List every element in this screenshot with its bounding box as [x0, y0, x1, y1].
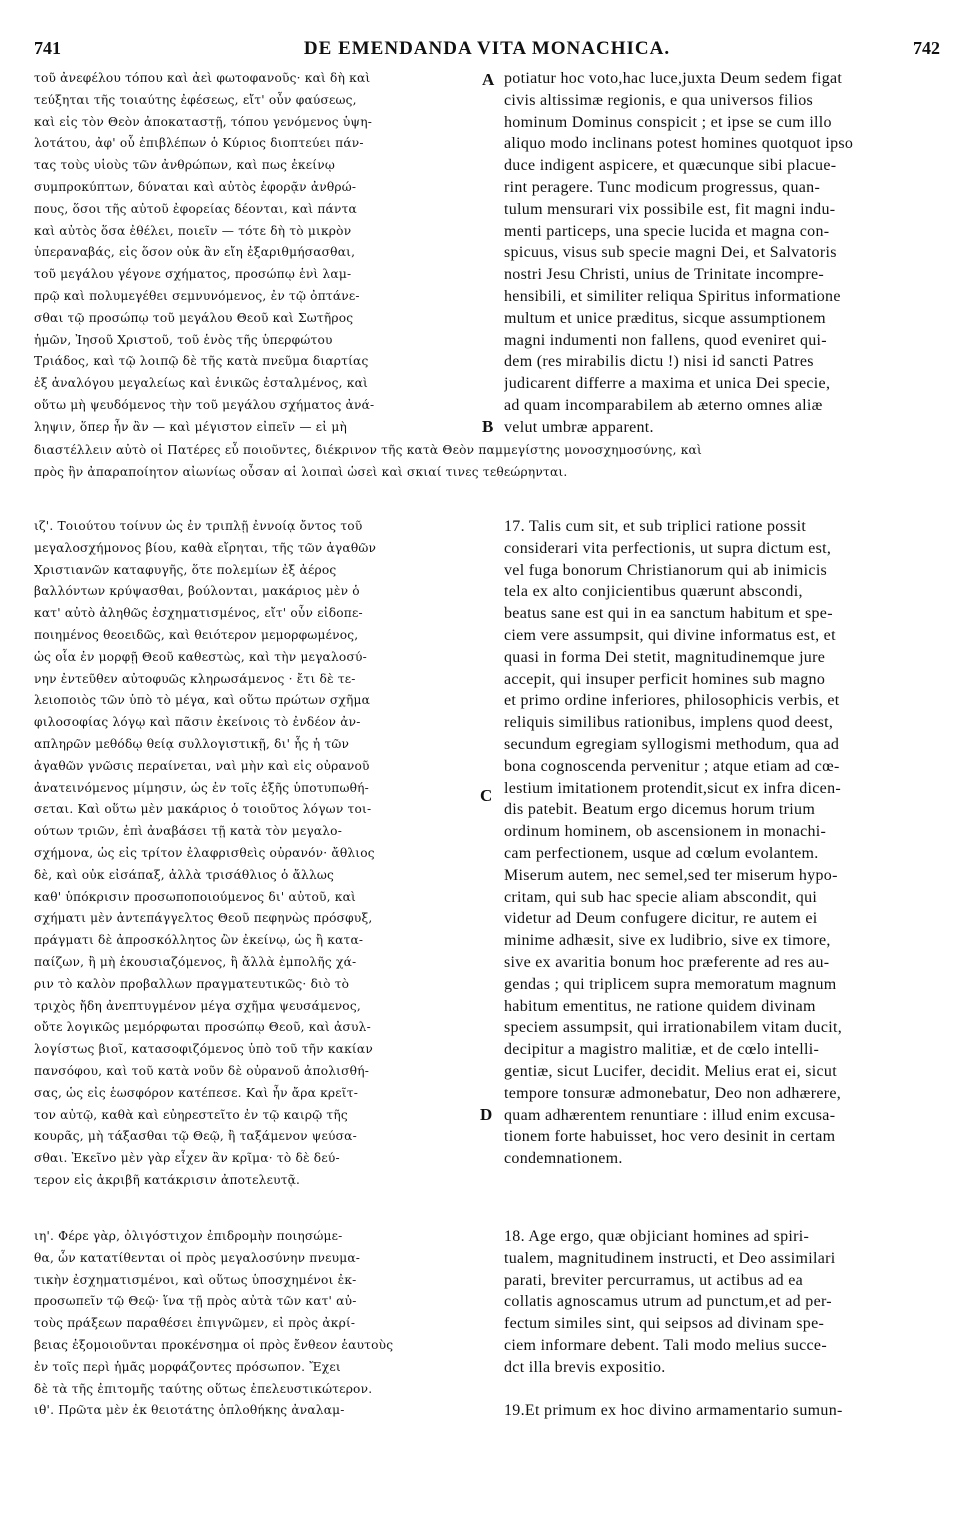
text-line: 19.Et primum ex hoc divino armamentario sumun-: [504, 1402, 843, 1420]
text-line: quasi in forma Dei stetit, magnitudinemque jure: [504, 648, 826, 666]
text-line: 18. Age ergo, quæ objiciant homines ad spiri-: [504, 1228, 810, 1245]
text-line: ciem informare debent. Tali modo melius succe-: [504, 1336, 827, 1354]
text-line: σεται. Καὶ οὕτω μὲν μακάριος ὁ τοιοῦτος λόγων τοι-: [34, 802, 372, 817]
text-line: ποιημένος θεοειδῶς, καὶ θειότερον μεμορφωμένος,: [34, 627, 359, 642]
text-line: σχήμονα, ὡς εἰς τρίτον ἐλαφρισθεὶς οὐρανόν· ἄθλιος: [34, 845, 375, 860]
text-line: προσωπεῖν τῷ Θεῷ· ἵνα τῇ πρὸς αὐτὰ τῶν κατ' αὐ-: [34, 1294, 357, 1309]
text-line: tempore tonsuræ admonebatur, Deo non adhærere,: [504, 1084, 842, 1102]
text-line: decipitur a magistro malitiæ, et de cœlo intelli-: [504, 1041, 820, 1059]
text-line: dis patebit. Beatum ergo dicemus horum trium: [504, 801, 816, 819]
text-line: ἀγαθῶν γνῶσις περαίνεται, ναὶ μὴν καὶ εἰς οὐρανοῦ: [34, 758, 370, 773]
text-line: sive ex avaritia bonum hoc præferente ad res au-: [504, 953, 830, 971]
greek-column-1: [34, 68, 486, 439]
text-line: speciem assumpsit, qui irrationabilem vitam ducit,: [504, 1019, 843, 1037]
text-line: hominum Dominus conspicit ; et ipse se cum illo: [504, 113, 832, 131]
text-line: hensibili, et similiter reliqua Spiritus informatione: [504, 287, 841, 305]
text-line: κατ' αὐτὸ ἀληθῶς ἐσχηματισμένος, εἴτ' οὖν εἰδοπε-: [34, 606, 363, 621]
text-line: nostri Jesu Christi, unius de Trinitate incompre-: [504, 266, 825, 284]
text-line: τας τοὺς υἱοὺς τῶν ἀνθρώπων, καὶ πως ἐκείνῳ: [34, 158, 335, 173]
text-line: ιη'. Φέρε γὰρ, ὀλιγόστιχον ἐπιδρομὴν ποιησώμε-: [34, 1229, 343, 1243]
text-line: σθαι τῷ προσώπῳ τοῦ μεγάλου Θεοῦ καὶ Σωτῆρος: [34, 310, 354, 325]
text-line: τοῦ ἀνεφέλου τόπου καὶ ἀεὶ φωτοφανοῦς· καὶ δὴ καὶ: [34, 71, 371, 85]
text-line: vel fuga bonorum Christianorum qui ab inimicis: [504, 561, 828, 579]
text-line: νην ἐντεῦθεν αὐτοφυῶς κληρωσάμενος · ἔτι δὲ τε-: [34, 671, 356, 686]
page-number-right: 742: [913, 38, 940, 58]
text-line: ὡς οἷα ἐν μορφῇ Θεοῦ καθεστὼς, καὶ τὴν μεγαλοσύ-: [34, 649, 367, 664]
text-line: Χριστιανῶν καταφυγῆς, ὅτε πολεμίων ἐξ ἀέρος: [34, 562, 337, 577]
text-line: φιλοσοφίας λόγῳ καὶ πᾶσιν ἐκείνοις τὸ ἐνδέον ἀν-: [34, 715, 361, 730]
text-line: gentiæ, sicut Lucifer, decidit. Melius erat ei, sicut: [504, 1062, 837, 1080]
text-line: πράγματι δὲ ἀπροσκόλλητος ὢν ἐκείνῳ, ὡς ἢ κατα-: [34, 933, 364, 948]
text-line: menti particeps, una specie lucida et magna con-: [504, 222, 830, 240]
text-line: Miserum autem, nec semel,sed ter miserum hypo-: [504, 866, 838, 884]
text-line: ἡμῶν, Ἰησοῦ Χριστοῦ, τοῦ ἑνὸς τῆς ὑπερφώτου: [34, 332, 333, 347]
text-line: βαλλόντων κρύψασθαι, βούλονται, μακάριος μὲν ὁ: [34, 584, 360, 599]
text-line: οὕτω μὴ ψευδόμενος τὴν τοῦ μεγάλου σχήματος ἀνά-: [34, 397, 375, 412]
text-line: καὶ εἰς τὸν Θεὸν ἀποκαταστῇ, τόπου γενόμενος ὑψη-: [34, 114, 373, 129]
text-line: ἐν τοῖς περὶ ἡμᾶς μορφάζοντες πρόσωπον. Ἔχει: [34, 1359, 341, 1374]
text-line: σχήματι μὲν ἀντεπάγγελτος Θεοῦ πεφηνὼς πρόσφυξ,: [34, 911, 373, 926]
text-line: ιθ'. Πρῶτα μὲν ἐκ θειοτάτης ὁπλοθήκης ἀναλαμ-: [34, 1403, 345, 1418]
text-line: ciem vere assumpsit, qui divine informatus est, et: [504, 626, 836, 644]
page-number-left: 741: [34, 38, 61, 58]
text-line: [504, 1379, 942, 1401]
text-line: ἀνατεινόμενος μίμησιν, ὡς ἐν τοῖς ἑξῆς ὑποτυπωθή-: [34, 780, 369, 795]
text-line: collatis agnoscamus utrum ad punctum,et ad per-: [504, 1293, 832, 1311]
text-line: accepit, qui insuper perficit homines sub magno: [504, 670, 826, 688]
text-line: θα, ὧν κατατίθενται οἱ πρὸς μεγαλοσύνην πνευμα-: [34, 1250, 361, 1265]
text-line: τερον εἰς ἀκριβῆ κατάκρισιν ἀποτελευτᾷ.: [34, 1172, 301, 1187]
text-line: quam adhærentem renuntiare : illud enim excusa-: [504, 1106, 836, 1124]
text-line: λοτάτου, ἀφ' οὗ ἐπιβλέπων ὁ Κύριος διοπτεύει πάν-: [34, 136, 364, 151]
text-line: διαστέλλειν αὐτὸ οἱ Πατέρες εὖ ποιοῦντες, διέκρινον τῆς κατὰ Θεὸν παμμεγίστης μονοσχημοσύνης, καὶ: [34, 443, 702, 457]
text-line: πανσόφου, καὶ τοῦ κατὰ νοῦν δὲ οὐρανοῦ ἀπολισθή-: [34, 1063, 370, 1078]
text-line: videtur ad Deum confugere dicitur, re autem ei: [504, 910, 818, 928]
text-line: ιζ'. Τοιούτου τοίνυν ὡς ἐν τριπλῇ ἐννοίᾳ ὄντος τοῦ: [34, 519, 363, 533]
text-line: οὔτε λογικῶς μεμόρφωται προσώπῳ Θεοῦ, καὶ ἀσυλ-: [34, 1020, 371, 1035]
text-line: reliquis similibus rationibus, implens quod deest,: [504, 714, 834, 732]
text-line: απληρῶν μεθόδῳ θείᾳ συλλογιστικῇ, δι' ἧς ἡ τῶν: [34, 736, 350, 751]
latin-column-3: [504, 1226, 942, 1422]
text-line: gendas ; qui triplicem supra memoratum magnum: [504, 975, 837, 993]
text-line: rint peragere. Tunc modicum progressus, quan-: [504, 178, 821, 196]
text-line: τοὺς πράξεων παραθέσει ἐπιγνῶμεν, εἰ πρὸς ἀκρί-: [34, 1316, 356, 1331]
text-line: συμπροκύπτων, δύναται καὶ αὐτὸς ἐφορᾷν ἀνθρώ-: [34, 179, 357, 194]
text-line: minime adhæsit, sive ex ludibrio, sive ex timore,: [504, 932, 831, 950]
text-line: civis altissimæ regionis, e qua universos filios: [504, 91, 814, 109]
text-line: τεύξηται τῆς τοιαύτης ἐφέσεως, εἴτ' οὖν φαύσεως,: [34, 92, 357, 107]
text-line: magni indumenti non fallens, quod eveniret qui-: [504, 331, 827, 349]
margin-letter-a: A: [482, 70, 495, 89]
text-line: dct illa brevis expositio.: [504, 1358, 666, 1376]
text-line: τοῦ μεγάλου γέγονε σχήματος, προσώπῳ ἑνὶ λαμ-: [34, 267, 352, 282]
text-line: dem (res mirabilis dictu !) nisi id sancti Patres: [504, 353, 814, 371]
latin-column-1: [504, 68, 942, 439]
text-line: σας, ὡς εἰς ἑωσφόρον κατέπεσε. Καὶ ἦν ἄρα κρεῖτ-: [34, 1085, 359, 1100]
text-line: tela ex alto conjicientibus quærunt abscondi,: [504, 583, 803, 601]
text-line: ad quam incomparabilem ab æterno omnes aliæ: [504, 396, 823, 414]
text-line: aliquo modo inclinans potest homines quotquot ipso: [504, 135, 854, 153]
text-line: cam perfectionem, usque ad cœlum evolantem.: [504, 844, 819, 862]
text-line: et primo ordine inferiores, philosophicis verbis, et: [504, 692, 840, 710]
running-title: DE EMENDANDA VITA MONACHICA.: [303, 38, 671, 59]
text-line: tulum mensurari vix possibile est, fit magni indu-: [504, 200, 836, 218]
text-line: καθ' ὑπόκρισιν προσωποποιούμενος δι' αὐτοῦ, καὶ: [34, 889, 357, 904]
text-line: secundum egregiam syllogismi methodum, qua ad: [504, 735, 840, 753]
text-line: δὲ, καὶ οὐκ εἰσάπαξ, ἀλλὰ τρισάθλιος ὁ ἄλλως: [34, 867, 335, 882]
margin-letter-c: C: [480, 786, 493, 805]
text-line: ἐξ ἀναλόγου μεγαλείως καὶ ἑνικῶς ἐσταλμένος, καὶ: [34, 376, 368, 391]
text-line: tualem, magnitudinem instructi, et Deo assimilari: [504, 1249, 836, 1267]
text-line: παίζων, ἢ μὴ ἑκουσιαζόμενος, ἢ ἄλλὰ ἐμπολῆς χά-: [34, 954, 357, 969]
text-line: τριχὸς ἤδη ἀνεπτυγμένον μέγα σχῆμα ψευσάμενος,: [34, 998, 361, 1013]
text-line: bona cognoscenda pervenitur ; atque etiam ad cœ-: [504, 757, 840, 775]
margin-letter-b: B: [482, 417, 494, 436]
text-line: velut umbræ apparent.: [504, 418, 654, 436]
text-line: parati, breviter percurramus, ut actibus ad ea: [504, 1271, 804, 1289]
text-line: 17. Talis cum sit, et sub triplici ratione possit: [504, 518, 807, 535]
text-line: lestium imitationem protendit,sicut ex infra dicen-: [504, 779, 841, 797]
text-line: condemnationem.: [504, 1150, 623, 1168]
latin-column-2: [504, 516, 942, 1170]
text-line: τικὴν ἐσχηματισμένοι, καὶ οὕτως ὑποσχημένοι ἐκ-: [34, 1272, 357, 1287]
text-line: spicuus, visus sub specie magni Dei, et Salvatoris: [504, 244, 837, 262]
text-line: ληψιν, ὅπερ ἦν ἂν — καὶ μέγιστον εἰπεῖν — εἰ μὴ: [34, 419, 347, 434]
text-line: καὶ αὐτὸς ὅσα ἐθέλει, ποιεῖν — τότε δὴ τὸ μικρὸν: [34, 223, 352, 238]
text-line: σθαι. Ἐκεῖνο μὲν γὰρ εἶχεν ἂν κρῖμα· τὸ δὲ δεύ-: [34, 1151, 340, 1166]
text-line: beatus sane est qui in ea sanctum habitum et spe-: [504, 605, 833, 623]
text-line: judicarent differre a maxima et unica Dei specie,: [504, 375, 831, 393]
text-line: πρὸς ἣν ἀπαραποίητον αἰωνίως οὖσαν αἱ λοιπαὶ ὡσεὶ καὶ σκιαί τινες τεθεώρηνται.: [34, 464, 568, 479]
text-line: μεγαλοσχήμονος βίου, καθὰ εἴρηται, τῆς τῶν ἀγαθῶν: [34, 540, 377, 555]
text-line: considerari vita perfectionis, ut supra dictum est,: [504, 539, 832, 557]
text-line: λογίστως βιοῖ, κατασοφιζόμενος ὑπὸ τοῦ τῆν κακίαν: [34, 1042, 373, 1057]
text-line: potiatur hoc voto,hac luce,juxta Deum sedem figat: [504, 70, 843, 87]
text-line: tionem forte habuisset, hoc vero desinit in certam: [504, 1128, 836, 1146]
text-line: πους, ὅσοι τῆς αὐτοῦ ἐφορείας δέονται, καὶ πάντα: [34, 201, 357, 216]
text-line: τον αὐτῷ, καθὰ καὶ εὐηρεστεῖτο ἐν τῷ καιρῷ τῆς: [34, 1107, 348, 1122]
text-line: ordinum hominem, ob ascensionem in monachi-: [504, 823, 827, 841]
margin-letter-d: D: [480, 1105, 493, 1124]
greek-column-3: [34, 1226, 486, 1422]
text-line: κουρᾶς, μὴ τάξασθαι τῷ Θεῷ, ἢ ταξάμενον ψεύσα-: [34, 1129, 357, 1144]
text-line: ριν τὸ καλὸν προβαλλων πραγματευτικῶς· διὸ τὸ: [34, 976, 350, 991]
text-line: multum et unice præditus, sicque assumptionem: [504, 309, 826, 327]
text-line: ούτων τριῶν, ἐπὶ ἀναβάσει τῇ κατὰ τὸν μεγαλο-: [34, 824, 343, 839]
text-line: ὑπεραναβάς, εἰς ὅσον οὐκ ἂν εἴη ἐξαριθμήσασθαι,: [34, 245, 356, 260]
text-line: duce indigent aspicere, et quæcunque sibi placue-: [504, 157, 837, 175]
text-line: critam, qui sub hac specie aliam abscondit, qui: [504, 888, 818, 906]
text-line: λειοποιὸς τῶν ὑπὸ τὸ μέγα, καὶ οὕτω πρώτων σχῆμα: [34, 693, 370, 708]
greek-spanning-lines: [34, 440, 934, 484]
text-line: Τριάδος, καὶ τῷ λοιπῷ δὲ τῆς κατὰ πνεῦμα διαρτίας: [34, 354, 369, 369]
text-line: πρῷ καὶ πολυμεγέθει σεμνυνόμενος, ἐν τῷ ὀπτάνε-: [34, 288, 360, 303]
page-header: [34, 38, 940, 66]
greek-column-2: [34, 516, 486, 1192]
text-line: fectum similes sint, qui seipsos ad divinam spe-: [504, 1315, 825, 1333]
text-line: δὲ τὰ τῆς ἐπιτομῆς ταύτης οὕτως ἐπελευστικώτερον.: [34, 1381, 373, 1396]
text-line: βειας ἐξομοιοῦνται προκένσημα οἱ πρὸς ἔνθεον ἑαυτοὺς: [34, 1337, 394, 1352]
text-line: habitum ementitus, ne ratione quidem divinam: [504, 997, 816, 1015]
